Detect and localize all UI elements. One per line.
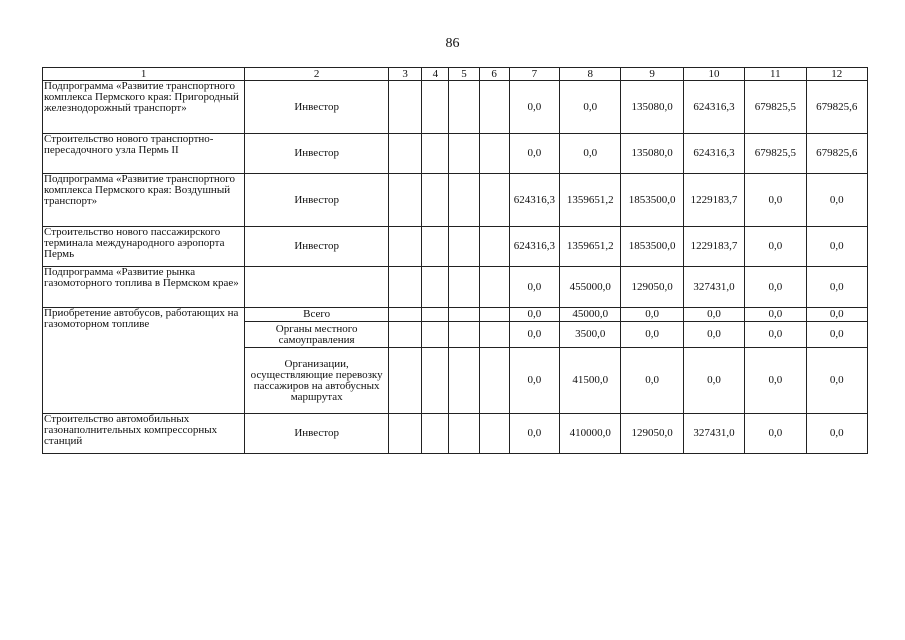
value-cell: 0,0 xyxy=(509,308,559,322)
column-header: 5 xyxy=(449,68,479,81)
row-name: Подпрограмма «Развитие рынка газомоторного топлива в Пермском крае» xyxy=(43,267,245,308)
value-cell: 0,0 xyxy=(560,134,621,174)
column-header: 10 xyxy=(683,68,744,81)
row-name: Строительство нового транспортно-пересадочного узла Пермь II xyxy=(43,134,245,174)
row-name: Строительство автомобильных газонаполнительных компрессорных станций xyxy=(43,414,245,454)
table-row xyxy=(43,414,868,454)
value-cell: 0,0 xyxy=(806,414,867,454)
value-cell: 1853500,0 xyxy=(621,227,683,267)
funding-source: Организации, осуществляющие перевозку пассажиров на автобусных маршрутах xyxy=(245,348,389,414)
value-cell: 624316,3 xyxy=(509,174,559,227)
column-header: 12 xyxy=(806,68,867,81)
table-row xyxy=(43,227,868,267)
value-cell: 0,0 xyxy=(745,308,806,322)
column-header: 6 xyxy=(479,68,509,81)
table-row xyxy=(43,81,868,134)
value-cell: 679825,6 xyxy=(806,134,867,174)
table-row xyxy=(43,267,868,308)
value-cell: 0,0 xyxy=(806,322,867,348)
value-cell: 1229183,7 xyxy=(683,227,744,267)
value-cell: 135080,0 xyxy=(621,81,683,134)
column-header: 7 xyxy=(509,68,559,81)
funding-source: Всего xyxy=(245,308,389,322)
value-cell: 0,0 xyxy=(509,348,559,414)
column-header: 8 xyxy=(560,68,621,81)
value-cell: 0,0 xyxy=(621,308,683,322)
value-cell: 624316,3 xyxy=(683,81,744,134)
value-cell: 0,0 xyxy=(683,348,744,414)
value-cell: 679825,5 xyxy=(745,134,806,174)
funding-source: Органы местного самоуправления xyxy=(245,322,389,348)
value-cell: 0,0 xyxy=(683,322,744,348)
value-cell: 45000,0 xyxy=(560,308,621,322)
value-cell: 0,0 xyxy=(745,227,806,267)
value-cell: 679825,5 xyxy=(745,81,806,134)
row-name: Подпрограмма «Развитие транспортного комплекса Пермского края: Воздушный транспорт» xyxy=(43,174,245,227)
funding-source: Инвестор xyxy=(245,81,389,134)
row-name: Приобретение автобусов, работающих на газомоторном топливе xyxy=(43,308,245,414)
column-header: 11 xyxy=(745,68,806,81)
value-cell: 1229183,7 xyxy=(683,174,744,227)
value-cell: 0,0 xyxy=(806,308,867,322)
value-cell: 1853500,0 xyxy=(621,174,683,227)
value-cell: 3500,0 xyxy=(560,322,621,348)
value-cell: 0,0 xyxy=(621,348,683,414)
value-cell: 410000,0 xyxy=(560,414,621,454)
table-row xyxy=(43,134,868,174)
value-cell: 0,0 xyxy=(745,322,806,348)
funding-source: Инвестор xyxy=(245,227,389,267)
value-cell: 0,0 xyxy=(745,414,806,454)
column-header: 4 xyxy=(422,68,449,81)
page-number: 86 xyxy=(445,36,460,51)
value-cell: 135080,0 xyxy=(621,134,683,174)
value-cell: 129050,0 xyxy=(621,267,683,308)
column-header: 2 xyxy=(245,68,389,81)
value-cell: 0,0 xyxy=(509,81,559,134)
table-row xyxy=(43,308,868,322)
value-cell: 0,0 xyxy=(745,348,806,414)
value-cell: 327431,0 xyxy=(683,414,744,454)
value-cell: 0,0 xyxy=(621,322,683,348)
value-cell: 0,0 xyxy=(806,174,867,227)
value-cell: 0,0 xyxy=(683,308,744,322)
column-header: 3 xyxy=(389,68,422,81)
value-cell: 0,0 xyxy=(806,267,867,308)
value-cell: 0,0 xyxy=(509,414,559,454)
column-header: 1 xyxy=(43,68,245,81)
value-cell: 0,0 xyxy=(509,134,559,174)
value-cell: 679825,6 xyxy=(806,81,867,134)
value-cell: 0,0 xyxy=(745,267,806,308)
value-cell: 455000,0 xyxy=(560,267,621,308)
value-cell: 0,0 xyxy=(806,227,867,267)
value-cell: 1359651,2 xyxy=(560,174,621,227)
funding-source: Инвестор xyxy=(245,134,389,174)
header-row xyxy=(43,68,868,81)
value-cell: 1359651,2 xyxy=(560,227,621,267)
funding-source: Инвестор xyxy=(245,174,389,227)
value-cell: 0,0 xyxy=(509,267,559,308)
row-name: Строительство нового пассажирского терминала международного аэропорта Пермь xyxy=(43,227,245,267)
value-cell: 129050,0 xyxy=(621,414,683,454)
value-cell: 624316,3 xyxy=(683,134,744,174)
value-cell: 0,0 xyxy=(806,348,867,414)
row-name: Подпрограмма «Развитие транспортного комплекса Пермского края: Пригородный железнодорожный транспорт» xyxy=(43,81,245,134)
value-cell: 327431,0 xyxy=(683,267,744,308)
value-cell: 41500,0 xyxy=(560,348,621,414)
funding-source: Инвестор xyxy=(245,414,389,454)
value-cell: 0,0 xyxy=(560,81,621,134)
table-row xyxy=(43,174,868,227)
funding-source xyxy=(245,267,389,308)
value-cell: 0,0 xyxy=(745,174,806,227)
value-cell: 624316,3 xyxy=(509,227,559,267)
value-cell: 0,0 xyxy=(509,322,559,348)
column-header: 9 xyxy=(621,68,683,81)
budget-table xyxy=(42,67,868,454)
